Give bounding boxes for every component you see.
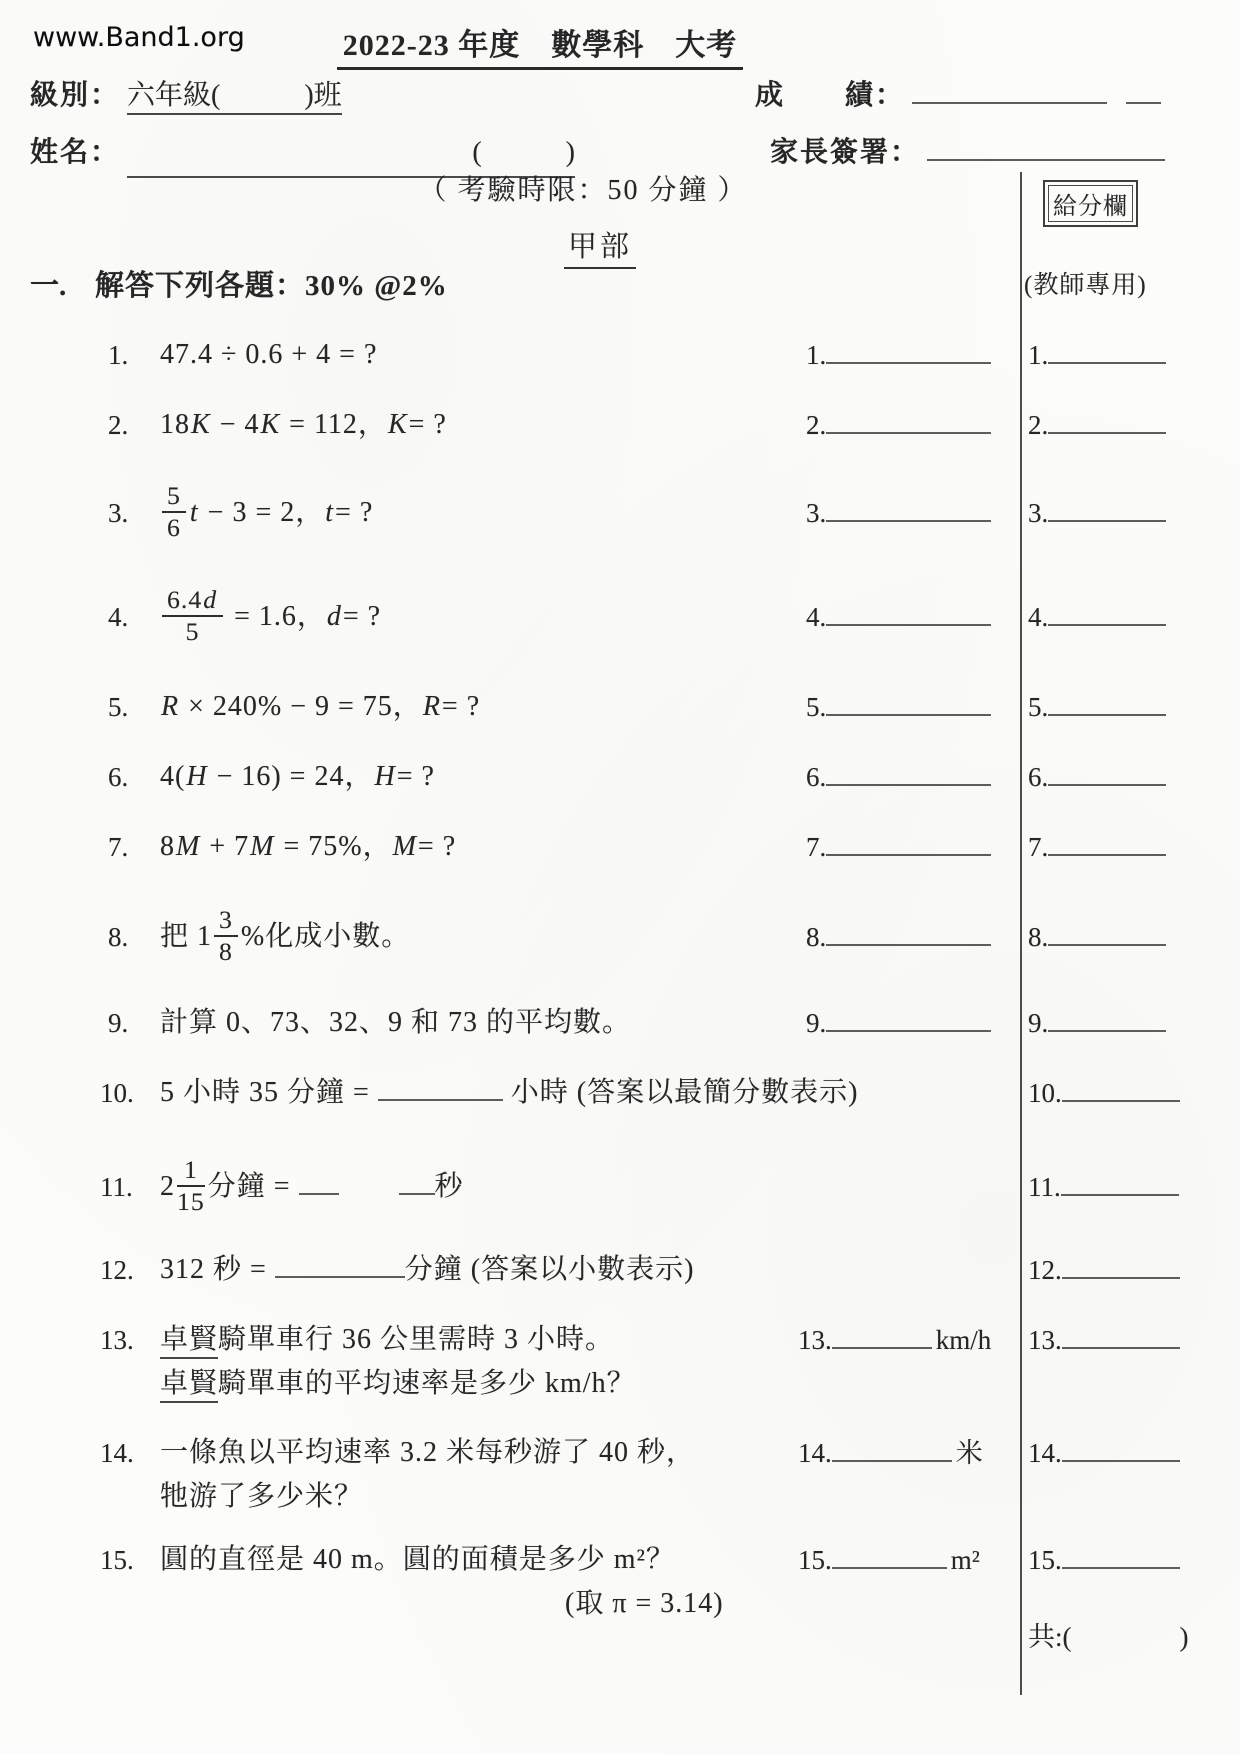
teacher-score-blank [1048,612,1166,626]
question-number: 12. [100,1255,134,1285]
answer-slot-number: 13. [798,1325,832,1355]
teacher-score-slot [1028,1538,1180,1582]
watermark-text: www.Band1.org [33,22,245,53]
math-variable: M [176,831,201,862]
math-variable: t [325,497,335,528]
teacher-score-blank [1048,932,1166,946]
teacher-score-slot [1028,825,1166,869]
score-blank-short [1126,90,1161,104]
teacher-score-slot [1028,755,1166,799]
question-number: 8. [108,922,129,952]
math-variable: d [203,585,218,615]
student-answer-slot [806,893,991,981]
question-number: 9. [108,1008,129,1038]
student-answer-slot [798,1538,980,1582]
answer-slot-number: 14. [798,1438,832,1468]
section-heading-row [0,224,1200,265]
pi-note: (取 π = 3.14) [565,1588,724,1619]
teacher-score-blank [1048,350,1166,364]
score-slot-number: 6. [1028,762,1049,792]
question-number: 5. [108,692,129,722]
student-answer-slot [806,469,991,557]
question-text: 2 $\frac{1}{15}$ 分鐘 = 秒 [160,1155,464,1216]
student-answer-blank [826,350,991,364]
math-variable: K [387,409,408,440]
answer-slot-number: 4. [806,602,827,632]
score-slot-number: 15. [1028,1545,1062,1575]
student-answer-blank [826,842,991,856]
question-number: 4. [108,602,129,632]
stacked-fraction: $\frac{6.4d}{5}$ [162,586,223,645]
score-slot-number: 1. [1028,340,1049,370]
exam-title: 2022-23 年度 數學科 大考 [337,29,744,70]
student-answer-slot [806,825,991,869]
time-limit-note: （ 考驗時限：50 分鐘 ） [418,175,748,206]
math-variable: M [250,831,275,862]
student-answer-slot [806,403,991,447]
answer-slot-number: 1. [806,340,827,370]
teacher-score-blank [1062,1555,1180,1569]
question-text: $\frac{5}{6}$ t − 3 = 2，t= ? [160,469,373,557]
math-variable: t [189,497,199,528]
question-number: 13. [100,1325,134,1355]
teacher-score-blank [1061,1182,1179,1196]
teacher-score-slot [1028,685,1166,729]
teacher-score-slot [1028,403,1166,447]
score-slot-number: 11. [1028,1172,1061,1202]
question-text: R × 240% − 9 = 75，R= ? [161,691,481,722]
question-text: 18K − 4K = 112，K= ? [160,409,447,440]
teacher-score-slot [1028,1318,1180,1362]
teacher-score-blank [1048,508,1166,522]
student-answer-slot [798,1431,983,1475]
math-variable: R [422,691,441,722]
question-text: 5 小時 35 分鐘 = 小時 (答案以最簡分數表示) [160,1077,859,1108]
question-text: 312 秒 = 分鐘 (答案以小數表示) [160,1254,695,1285]
part-instruction: 解答下列各題：30% @2% [95,270,448,302]
student-answer-blank [826,508,991,522]
stacked-fraction: $\frac{3}{8}$ [214,906,238,965]
title-row [0,20,1080,64]
score-slot-number: 4. [1028,602,1049,632]
score-slot-number: 14. [1028,1438,1062,1468]
stacked-fraction: $\frac{1}{15}$ [177,1155,205,1216]
teacher-score-blank [1062,1448,1180,1462]
answer-slot-number: 5. [806,692,827,722]
score-row [755,75,1161,117]
score-slot-number: 10. [1028,1078,1062,1108]
student-answer-slot [806,755,991,799]
student-answer-blank [832,1555,947,1569]
teacher-score-blank [1048,702,1166,716]
question-number: 10. [100,1078,134,1108]
teacher-score-slot [1028,1071,1180,1115]
teacher-score-slot [1028,1143,1179,1231]
answer-unit: km/h [935,1325,992,1355]
score-column-divider [1020,172,1022,1695]
name-label: 姓名： [30,137,121,168]
question-number: 11. [100,1172,133,1202]
question-text: 4(H − 16) = 24，H= ? [160,761,435,792]
question-text: 8M + 7M = 75%，M= ? [160,831,457,862]
inline-answer-blank [378,1087,503,1101]
teacher-score-blank [1048,1018,1166,1032]
question-number: 2. [108,410,129,440]
answer-slot-number: 2. [806,410,827,440]
question-text: $\frac{6.4d}{5}$ = 1.6，d= ? [160,573,381,661]
student-answer-blank [826,772,991,786]
question-text: 圓的直徑是 40 m。圓的面積是多少 m²？ (取 π = 3.14) [160,1538,724,1626]
student-answer-blank [832,1448,952,1462]
score-slot-number: 9. [1028,1008,1049,1038]
question-number: 1. [108,340,129,370]
question-number: 6. [108,762,129,792]
math-variable: K [260,409,281,440]
inline-answer-blank [299,1181,339,1195]
question-number: 3. [108,498,129,528]
inline-answer-blank [275,1264,405,1278]
score-slot-number: 8. [1028,922,1049,952]
class-value: 六年級( )班 [127,80,342,115]
question-text: 47.4 ÷ 0.6 + 4 = ? [160,339,378,370]
score-blank [912,90,1107,104]
score-slot-number: 13. [1028,1325,1062,1355]
question-number: 7. [108,832,129,862]
answer-slot-number: 7. [806,832,827,862]
answer-slot-number: 6. [806,762,827,792]
student-answer-blank [826,1018,991,1032]
name-class-paren: ( ) [472,137,576,168]
underlined-name: 卓賢 [160,1368,218,1403]
student-answer-slot [806,685,991,729]
teacher-score-blank [1048,772,1166,786]
score-slot-number: 5. [1028,692,1049,722]
underlined-name: 卓賢 [160,1324,218,1359]
student-answer-slot [806,333,991,377]
parent-sign-label: 家長簽署： [770,137,921,168]
math-variable: d [326,601,342,632]
math-variable: H [186,761,208,792]
teacher-score-slot [1028,1248,1180,1292]
teacher-score-slot [1028,469,1166,557]
student-answer-slot [798,1318,991,1362]
score-slot-number: 7. [1028,832,1049,862]
parent-sign-blank [927,147,1165,161]
stacked-fraction: $\frac{5}{6}$ [162,482,186,541]
math-variable: H [374,761,396,792]
question-number: 15. [100,1545,134,1575]
inline-answer-blank [399,1181,435,1195]
student-answer-blank [826,420,991,434]
teacher-score-slot [1028,333,1166,377]
answer-unit: 米 [955,1438,983,1468]
teacher-score-slot [1028,1001,1166,1045]
part-number: 一. [30,270,67,302]
teacher-score-blank [1062,1265,1180,1279]
teacher-score-blank [1048,842,1166,856]
teacher-score-slot [1028,893,1166,981]
answer-slot-number: 8. [806,922,827,952]
teacher-score-slot [1028,1431,1180,1475]
student-answer-blank [826,702,991,716]
answer-slot-number: 9. [806,1008,827,1038]
marks-column-title-box: 給分欄 [1043,180,1138,227]
answer-slot-number: 15. [798,1545,832,1575]
score-slot-number: 12. [1028,1255,1062,1285]
answer-unit: m² [950,1545,980,1575]
teacher-score-blank [1062,1335,1180,1349]
score-slot-number: 2. [1028,410,1049,440]
teacher-score-blank [1048,420,1166,434]
student-answer-blank [826,612,991,626]
class-label: 級別： [30,80,121,111]
teacher-score-blank [1062,1088,1180,1102]
total-score-label: 共:( ) [1028,1622,1189,1652]
student-answer-slot [806,573,991,661]
question-text: 計算 0、73、32、9 和 73 的平均數。 [160,1007,632,1038]
score-label: 成 績： [755,80,906,111]
question-text: 一條魚以平均速率 3.2 米每秒游了 40 秒， 牠游了多少米？ [160,1437,696,1512]
teacher-only-label: (教師專用) [1024,272,1147,299]
teacher-score-slot [1028,573,1166,661]
student-answer-slot [806,1001,991,1045]
math-variable: M [392,831,417,862]
score-slot-number: 3. [1028,498,1049,528]
section-heading: 甲部 [564,231,636,269]
question-text: 卓賢騎單車行 36 公里需時 3 小時。 卓賢騎單車的平均速率是多少 km/h？ [160,1318,636,1406]
answer-slot-number: 3. [806,498,827,528]
question-number: 14. [100,1438,134,1468]
student-answer-blank [832,1335,932,1349]
math-variable: K [191,409,211,440]
question-text: 把 1 $\frac{3}{8}$ %化成小數。 [160,905,411,966]
student-answer-blank [826,932,991,946]
math-variable: R [161,691,180,722]
class-row [30,75,342,117]
